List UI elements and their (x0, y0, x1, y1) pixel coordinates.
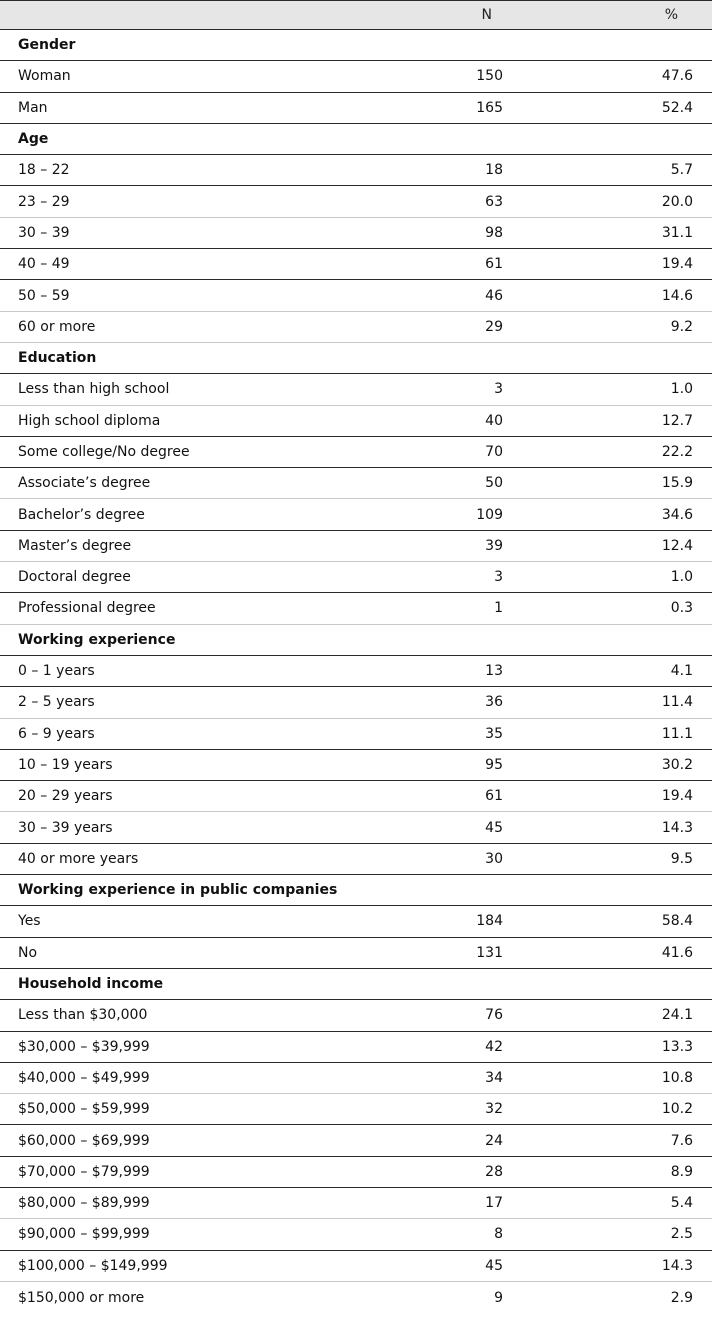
table-row (0, 1282, 712, 1313)
row-percent: 7.6 (670, 1132, 693, 1149)
row-label: $100,000 – $149,999 (18, 1257, 168, 1274)
row-label: $60,000 – $69,999 (18, 1132, 150, 1149)
row-n: 36 (485, 694, 503, 711)
row-n: 76 (485, 1007, 503, 1024)
row-n: 61 (485, 788, 503, 805)
row-label: 30 – 39 years (18, 819, 113, 836)
row-percent: 20.0 (661, 193, 693, 210)
row-n: 184 (476, 913, 503, 930)
row-percent: 8.9 (670, 1163, 693, 1180)
row-n: 17 (485, 1195, 503, 1212)
category-row (0, 30, 712, 61)
table-row (0, 280, 712, 311)
row-label: Master’s degree (18, 537, 132, 554)
row-label: 10 – 19 years (18, 756, 113, 773)
table-header (0, 0, 712, 30)
table-row (0, 312, 712, 343)
row-label: 40 – 49 (18, 256, 70, 273)
row-n: 61 (485, 256, 503, 273)
table-row (0, 374, 712, 405)
row-percent: 9.2 (670, 318, 693, 335)
row-percent: 10.2 (661, 1101, 693, 1118)
row-percent: 19.4 (661, 256, 693, 273)
category-row (0, 875, 712, 906)
category-title: Working experience (18, 631, 176, 648)
row-n: 50 (485, 475, 503, 492)
row-percent: 11.1 (661, 725, 693, 742)
row-label: $70,000 – $79,999 (18, 1163, 150, 1180)
row-percent: 22.2 (661, 444, 693, 460)
row-label: Less than high school (18, 381, 170, 398)
table-body (0, 30, 712, 1313)
row-n: 29 (485, 318, 503, 335)
row-percent: 30.2 (661, 756, 693, 773)
row-n: 165 (476, 99, 503, 116)
row-percent: 0.3 (670, 600, 693, 617)
table-row (0, 1251, 712, 1282)
table-row (0, 1063, 712, 1094)
row-n: 32 (485, 1101, 503, 1118)
row-percent: 9.5 (670, 850, 693, 867)
table-row (0, 719, 712, 750)
row-label: Professional degree (18, 600, 156, 617)
header-n: N (481, 7, 492, 23)
table-row (0, 93, 712, 124)
table-row (0, 1188, 712, 1219)
row-percent: 47.6 (661, 68, 693, 85)
row-label: $30,000 – $39,999 (18, 1038, 150, 1055)
row-label: 30 – 39 (18, 224, 70, 241)
table-row (0, 499, 712, 530)
row-n: 13 (485, 663, 503, 680)
row-label: Woman (18, 68, 71, 85)
category-title: Household income (18, 976, 164, 993)
row-n: 8 (494, 1226, 503, 1243)
row-n: 95 (485, 756, 503, 773)
row-percent: 14.3 (661, 819, 693, 836)
row-n: 30 (485, 850, 503, 867)
row-label: 60 or more (18, 318, 96, 335)
row-percent: 2.5 (670, 1226, 693, 1243)
category-row (0, 343, 712, 374)
table-row (0, 1219, 712, 1250)
row-n: 150 (476, 68, 503, 85)
row-percent: 5.4 (670, 1195, 693, 1212)
row-n: 40 (485, 412, 503, 429)
row-n: 3 (494, 569, 503, 586)
table-row (0, 218, 712, 249)
row-label: $50,000 – $59,999 (18, 1101, 150, 1118)
row-percent: 10.8 (661, 1069, 693, 1086)
row-label: No (18, 944, 38, 961)
row-percent: 11.4 (661, 694, 693, 711)
table-row (0, 1125, 712, 1156)
row-percent: 4.1 (670, 663, 693, 680)
category-row (0, 625, 712, 656)
table-row (0, 593, 712, 624)
row-label: Bachelor’s degree (18, 506, 145, 523)
row-n: 34 (485, 1069, 503, 1086)
row-percent: 1.0 (670, 381, 693, 398)
row-percent: 14.6 (661, 287, 693, 304)
row-n: 18 (485, 162, 503, 179)
table-row (0, 781, 712, 812)
table-row (0, 155, 712, 186)
row-n: 109 (476, 506, 503, 523)
table-row (0, 186, 712, 217)
row-percent: 12.7 (661, 412, 693, 429)
row-n: 24 (485, 1132, 503, 1149)
row-label: $90,000 – $99,999 (18, 1226, 150, 1243)
row-label: Man (18, 99, 48, 116)
row-percent: 58.4 (661, 913, 693, 930)
row-percent: 41.6 (661, 944, 693, 961)
table-row (0, 906, 712, 937)
row-percent: 24.1 (661, 1007, 693, 1024)
row-label: $40,000 – $49,999 (18, 1069, 150, 1086)
row-label: $150,000 or more (18, 1289, 145, 1306)
row-label: 18 – 22 (18, 162, 70, 179)
row-label: $80,000 – $89,999 (18, 1195, 150, 1212)
table-row (0, 938, 712, 969)
row-percent: 2.9 (670, 1289, 693, 1306)
row-n: 63 (485, 193, 503, 210)
category-title: Age (18, 131, 49, 148)
row-percent: 1.0 (670, 569, 693, 586)
table-row (0, 1000, 712, 1031)
row-percent: 13.3 (661, 1038, 693, 1055)
row-label: 50 – 59 (18, 287, 70, 304)
row-label: Doctoral degree (18, 569, 131, 586)
table-row (0, 656, 712, 687)
row-label: 20 – 29 years (18, 788, 113, 805)
row-n: 98 (485, 224, 503, 241)
row-label: Less than $30,000 (18, 1007, 148, 1024)
table-row (0, 750, 712, 781)
row-n: 42 (485, 1038, 503, 1055)
row-label: 40 or more years (18, 850, 139, 867)
row-n: 45 (485, 1257, 503, 1274)
category-title: Working experience in public companies (18, 882, 338, 899)
table-row (0, 249, 712, 280)
category-row (0, 969, 712, 1000)
row-n: 45 (485, 819, 503, 836)
row-n: 46 (485, 287, 503, 304)
table-row (0, 1032, 712, 1063)
table-row (0, 1157, 712, 1188)
row-n: 39 (485, 537, 503, 554)
table-row (0, 61, 712, 92)
table-row (0, 468, 712, 499)
row-label: Some college/No degree (18, 444, 190, 460)
header-percent: % (664, 7, 678, 23)
row-percent: 34.6 (661, 506, 693, 523)
row-percent: 5.7 (670, 162, 693, 179)
row-label: Associate’s degree (18, 475, 151, 492)
row-label: 6 – 9 years (18, 725, 95, 742)
row-n: 35 (485, 725, 503, 742)
table-row (0, 687, 712, 718)
row-label: 0 – 1 years (18, 663, 95, 680)
table-row (0, 531, 712, 562)
row-percent: 14.3 (661, 1257, 693, 1274)
row-n: 131 (476, 944, 503, 961)
row-n: 3 (494, 381, 503, 398)
table-row (0, 844, 712, 875)
table-row (0, 1094, 712, 1125)
row-percent: 19.4 (661, 788, 693, 805)
table-row (0, 406, 712, 437)
row-n: 9 (494, 1289, 503, 1306)
row-n: 1 (494, 600, 503, 617)
category-title: Gender (18, 37, 76, 54)
row-label: Yes (18, 913, 41, 930)
category-row (0, 124, 712, 155)
table-row (0, 437, 712, 468)
table-row (0, 562, 712, 593)
row-label: High school diploma (18, 412, 161, 429)
row-label: 2 – 5 years (18, 694, 95, 711)
row-percent: 31.1 (661, 224, 693, 241)
row-percent: 12.4 (661, 537, 693, 554)
table-row (0, 812, 712, 843)
row-label: 23 – 29 (18, 193, 70, 210)
row-n: 28 (485, 1163, 503, 1180)
row-n: 70 (485, 444, 503, 460)
category-title: Education (18, 350, 97, 367)
row-percent: 52.4 (661, 99, 693, 116)
row-percent: 15.9 (661, 475, 693, 492)
